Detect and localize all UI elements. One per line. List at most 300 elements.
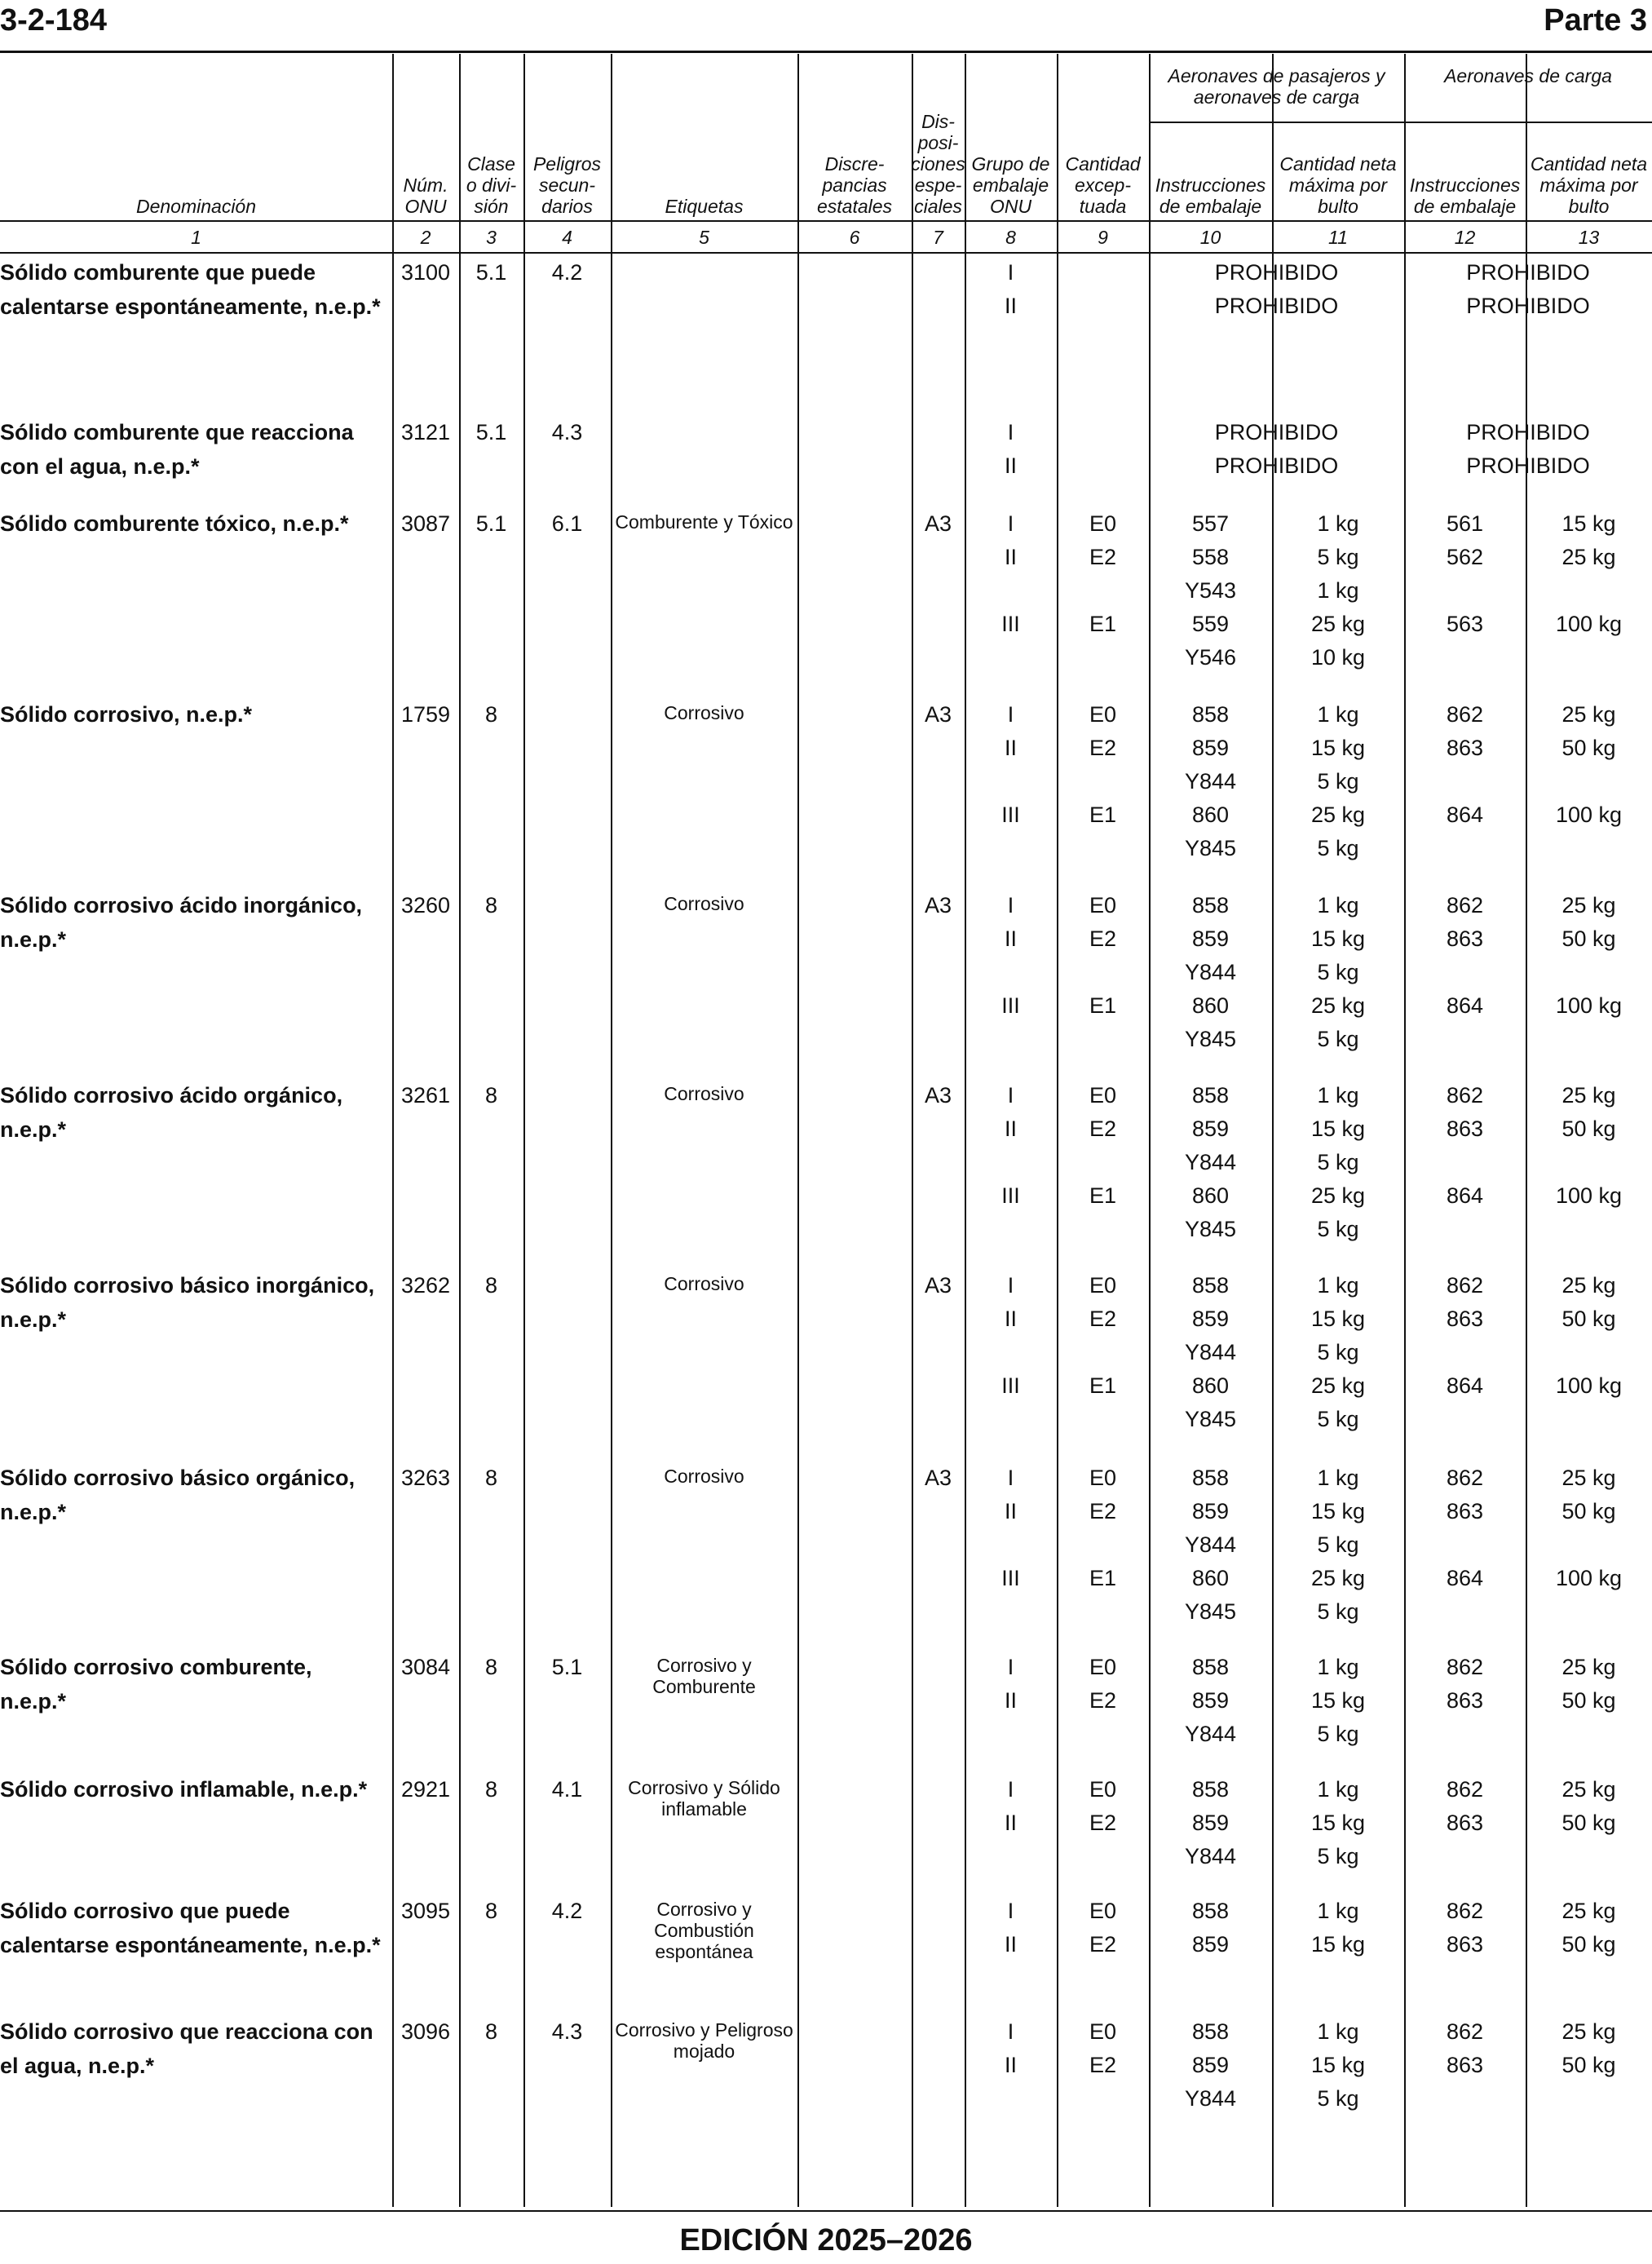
passenger-packing-instruction: 859 <box>1191 926 1230 951</box>
class-division: 8 <box>484 1655 498 1679</box>
column-divider <box>392 54 394 2207</box>
column-header-text: Discre- pancias estatales <box>816 153 893 217</box>
number-divider <box>0 252 1652 254</box>
class-division: 8 <box>484 1899 498 1923</box>
excepted-quantity: E1 <box>1089 1566 1117 1590</box>
hazard-label: Corrosivo <box>664 1273 744 1294</box>
passenger-packing-instruction: 860 <box>1191 993 1230 1018</box>
cargo-net-quantity: 15 kg <box>1561 511 1616 536</box>
page-number: 3-2-184 <box>0 3 107 38</box>
cargo-packing-instruction: 862 <box>1446 1777 1484 1802</box>
packing-group: III <box>1001 612 1020 636</box>
column-header-12 <box>1404 54 1526 217</box>
entry-name: Sólido corrosivo básico orgánico, n.e.p.* <box>0 1466 356 1524</box>
cargo-net-quantity: 25 kg <box>1561 1899 1616 1923</box>
excepted-quantity: E1 <box>1089 993 1117 1018</box>
passenger-net-quantity: 15 kg <box>1310 1117 1366 1141</box>
passenger-net-quantity: 1 kg <box>1317 1273 1359 1298</box>
passenger-packing-instruction: 858 <box>1191 2019 1230 2044</box>
passenger-packing-instruction: Y844 <box>1184 1722 1237 1746</box>
passenger-packing-instruction: Y543 <box>1184 578 1237 603</box>
passenger-net-quantity: 5 kg <box>1317 1844 1359 1868</box>
passenger-packing-instruction: 858 <box>1191 1083 1230 1108</box>
special-provision: A3 <box>924 1083 952 1108</box>
passenger-net-quantity: 1 kg <box>1317 1655 1359 1679</box>
entry-name: Sólido corrosivo que reacciona con el agua, n.e.p.* <box>0 2019 373 2078</box>
column-number-6: 6 <box>849 227 860 248</box>
cargo-net-quantity: 25 kg <box>1561 1083 1616 1108</box>
passenger-net-quantity: 15 kg <box>1310 1688 1366 1713</box>
packing-group: II <box>1004 1932 1017 1957</box>
column-number-7: 7 <box>933 227 943 248</box>
passenger-net-quantity: 1 kg <box>1317 1899 1359 1923</box>
packing-group: III <box>1001 1183 1020 1208</box>
passenger-net-quantity: 1 kg <box>1317 702 1359 727</box>
subsidiary-hazard: 6.1 <box>551 511 583 536</box>
dangerous-goods-table <box>0 54 1652 2207</box>
passenger-packing-instruction: 860 <box>1191 803 1230 827</box>
cargo-packing-instruction: 862 <box>1446 1466 1484 1490</box>
passenger-packing-instruction: 858 <box>1191 702 1230 727</box>
cargo-net-quantity: 100 kg <box>1555 993 1623 1018</box>
packing-group: I <box>1007 1273 1014 1298</box>
un-number: 3262 <box>400 1273 451 1298</box>
passenger-net-quantity: 25 kg <box>1310 993 1366 1018</box>
column-number-4: 4 <box>562 227 572 248</box>
column-header-text: Peligros secun- darios <box>532 153 602 217</box>
class-division: 5.1 <box>475 260 507 285</box>
un-number: 3260 <box>400 893 451 918</box>
cargo-net-quantity: 100 kg <box>1555 1183 1623 1208</box>
cargo-net-quantity: 50 kg <box>1561 736 1616 760</box>
hazard-label: Corrosivo <box>664 1466 744 1487</box>
top-rule <box>0 51 1652 53</box>
passenger-packing-instruction: Y845 <box>1184 836 1237 860</box>
column-header-3 <box>459 54 523 217</box>
cargo-packing-instruction: 864 <box>1446 993 1484 1018</box>
packing-group: I <box>1007 1777 1014 1802</box>
column-divider <box>797 54 799 2207</box>
column-header-text: Cantidad neta máxima por bulto <box>1279 153 1397 217</box>
column-header-text: Denominación <box>135 196 257 217</box>
cargo-net-quantity: 100 kg <box>1555 803 1623 827</box>
passenger-net-quantity: 1 kg <box>1317 2019 1359 2044</box>
cargo-packing-instruction: 864 <box>1446 1373 1484 1398</box>
cargo-prohibited: PROHIBIDO <box>1466 420 1590 444</box>
un-number: 3095 <box>400 1899 451 1923</box>
passenger-packing-instruction: Y844 <box>1184 1532 1237 1557</box>
cargo-net-quantity: 50 kg <box>1561 1117 1616 1141</box>
column-divider <box>912 54 913 2207</box>
class-division: 8 <box>484 1777 498 1802</box>
cargo-net-quantity: 100 kg <box>1555 612 1623 636</box>
passenger-net-quantity: 5 kg <box>1317 1407 1359 1431</box>
special-provision: A3 <box>924 1273 952 1298</box>
passenger-packing-instruction: 858 <box>1191 1466 1230 1490</box>
un-number: 3263 <box>400 1466 451 1490</box>
packing-group: I <box>1007 1083 1014 1108</box>
passenger-packing-instruction: 859 <box>1191 1117 1230 1141</box>
passenger-packing-instruction: 860 <box>1191 1373 1230 1398</box>
excepted-quantity: E2 <box>1089 545 1117 569</box>
column-number-11: 11 <box>1328 227 1348 248</box>
passenger-packing-instruction: Y845 <box>1184 1217 1237 1241</box>
hazard-label: Corrosivo <box>664 893 744 914</box>
passenger-packing-instruction: Y844 <box>1184 960 1237 984</box>
passenger-net-quantity: 15 kg <box>1310 2053 1366 2077</box>
column-header-text: Cantidad neta máxima por bulto <box>1530 153 1648 217</box>
passenger-packing-instruction: 858 <box>1191 893 1230 918</box>
packing-group: I <box>1007 420 1014 444</box>
passenger-net-quantity: 25 kg <box>1310 1183 1366 1208</box>
column-header-text: Instrucciones de embalaje <box>1409 175 1521 217</box>
cargo-prohibited: PROHIBIDO <box>1466 294 1590 318</box>
cargo-packing-instruction: 862 <box>1446 1083 1484 1108</box>
passenger-net-quantity: 15 kg <box>1310 926 1366 951</box>
excepted-quantity: E0 <box>1089 511 1117 536</box>
passenger-net-quantity: 5 kg <box>1317 1150 1359 1174</box>
passenger-net-quantity: 1 kg <box>1317 1083 1359 1108</box>
column-header-2 <box>392 54 459 217</box>
passenger-packing-instruction: Y845 <box>1184 1027 1237 1051</box>
cargo-packing-instruction: 863 <box>1446 926 1484 951</box>
passenger-packing-instruction: 859 <box>1191 1811 1230 1835</box>
passenger-packing-instruction: Y845 <box>1184 1599 1237 1624</box>
passenger-prohibited: PROHIBIDO <box>1214 294 1339 318</box>
excepted-quantity: E2 <box>1089 1688 1117 1713</box>
packing-group: II <box>1004 926 1017 951</box>
passenger-net-quantity: 1 kg <box>1317 578 1359 603</box>
passenger-packing-instruction: 558 <box>1191 545 1230 569</box>
passenger-net-quantity: 1 kg <box>1317 1777 1359 1802</box>
cargo-packing-instruction: 863 <box>1446 1307 1484 1331</box>
passenger-packing-instruction: 859 <box>1191 736 1230 760</box>
passenger-packing-instruction: 860 <box>1191 1183 1230 1208</box>
passenger-net-quantity: 5 kg <box>1317 1217 1359 1241</box>
passenger-packing-instruction: Y844 <box>1184 1844 1237 1868</box>
cargo-packing-instruction: 863 <box>1446 2053 1484 2077</box>
passenger-net-quantity: 15 kg <box>1310 1307 1366 1331</box>
column-number-2: 2 <box>420 227 431 248</box>
cargo-net-quantity: 100 kg <box>1555 1373 1623 1398</box>
class-division: 8 <box>484 2019 498 2044</box>
passenger-net-quantity: 1 kg <box>1317 893 1359 918</box>
subsidiary-hazard: 4.2 <box>551 260 583 285</box>
passenger-packing-instruction: 858 <box>1191 1655 1230 1679</box>
column-header-7 <box>912 54 965 217</box>
packing-group: I <box>1007 260 1014 285</box>
un-number: 3087 <box>400 511 451 536</box>
cargo-net-quantity: 50 kg <box>1561 1811 1616 1835</box>
passenger-packing-instruction: 859 <box>1191 1307 1230 1331</box>
packing-group: I <box>1007 1899 1014 1923</box>
packing-group: II <box>1004 453 1017 478</box>
passenger-prohibited: PROHIBIDO <box>1214 420 1339 444</box>
cargo-net-quantity: 25 kg <box>1561 1655 1616 1679</box>
cargo-net-quantity: 50 kg <box>1561 926 1616 951</box>
cargo-packing-instruction: 863 <box>1446 1811 1484 1835</box>
cargo-net-quantity: 25 kg <box>1561 1466 1616 1490</box>
cargo-net-quantity: 25 kg <box>1561 1273 1616 1298</box>
passenger-net-quantity: 1 kg <box>1317 1466 1359 1490</box>
hazard-label: Corrosivo <box>664 702 744 723</box>
passenger-net-quantity: 25 kg <box>1310 1566 1366 1590</box>
subsidiary-hazard: 5.1 <box>551 1655 583 1679</box>
cargo-net-quantity: 25 kg <box>1561 545 1616 569</box>
hazard-label: Corrosivo y Sólido inflamable <box>628 1777 780 1820</box>
packing-group: II <box>1004 1499 1017 1523</box>
cargo-net-quantity: 50 kg <box>1561 1307 1616 1331</box>
passenger-net-quantity: 15 kg <box>1310 1932 1366 1957</box>
passenger-net-quantity: 25 kg <box>1310 612 1366 636</box>
hazard-label: Corrosivo y Combustión espontánea <box>654 1899 754 1962</box>
cargo-packing-instruction: 862 <box>1446 1899 1484 1923</box>
excepted-quantity: E1 <box>1089 1183 1117 1208</box>
entry-name: Sólido comburente tóxico, n.e.p.* <box>0 511 349 536</box>
entry-name: Sólido comburente que puede calentarse espontáneamente, n.e.p.* <box>0 260 381 319</box>
entry-name: Sólido corrosivo comburente, n.e.p.* <box>0 1655 312 1713</box>
cargo-packing-instruction: 563 <box>1446 612 1484 636</box>
cargo-packing-instruction: 562 <box>1446 545 1484 569</box>
entry-name: Sólido corrosivo que puede calentarse espontáneamente, n.e.p.* <box>0 1899 381 1957</box>
column-header-1 <box>0 54 392 217</box>
un-number: 3096 <box>400 2019 451 2044</box>
packing-group: III <box>1001 993 1020 1018</box>
passenger-net-quantity: 5 kg <box>1317 1340 1359 1364</box>
excepted-quantity: E0 <box>1089 1655 1117 1679</box>
entry-name: Sólido comburente que reacciona con el agua, n.e.p.* <box>0 420 354 479</box>
packing-group: II <box>1004 1688 1017 1713</box>
column-header-9 <box>1057 54 1149 217</box>
cargo-packing-instruction: 864 <box>1446 1183 1484 1208</box>
column-number-10: 10 <box>1199 227 1221 248</box>
un-number: 3084 <box>400 1655 451 1679</box>
un-number: 3100 <box>400 260 451 285</box>
packing-group: I <box>1007 511 1014 536</box>
packing-group: III <box>1001 1373 1020 1398</box>
class-division: 5.1 <box>475 511 507 536</box>
packing-group: II <box>1004 1117 1017 1141</box>
excepted-quantity: E0 <box>1089 1273 1117 1298</box>
column-header-8 <box>965 54 1057 217</box>
excepted-quantity: E2 <box>1089 1932 1117 1957</box>
part-label: Parte 3 <box>1544 3 1647 38</box>
special-provision: A3 <box>924 702 952 727</box>
column-divider <box>611 54 612 2207</box>
passenger-net-quantity: 5 kg <box>1317 836 1359 860</box>
passenger-packing-instruction: Y844 <box>1184 1150 1237 1174</box>
passenger-packing-instruction: Y844 <box>1184 2086 1237 2111</box>
excepted-quantity: E2 <box>1089 1499 1117 1523</box>
column-header-text: Instrucciones de embalaje <box>1155 175 1266 217</box>
column-header-13 <box>1526 54 1652 217</box>
edition-footer: EDICIÓN 2025–2026 <box>679 2223 973 2257</box>
column-header-4 <box>523 54 611 217</box>
cargo-prohibited: PROHIBIDO <box>1466 260 1590 285</box>
passenger-packing-instruction: 859 <box>1191 1688 1230 1713</box>
passenger-net-quantity: 25 kg <box>1310 803 1366 827</box>
column-divider <box>523 54 525 2207</box>
column-header-text: Cantidad excep- tuada <box>1065 153 1141 217</box>
excepted-quantity: E1 <box>1089 612 1117 636</box>
cargo-packing-instruction: 864 <box>1446 803 1484 827</box>
passenger-net-quantity: 15 kg <box>1310 1811 1366 1835</box>
entry-name: Sólido corrosivo ácido orgánico, n.e.p.* <box>0 1083 343 1142</box>
cargo-net-quantity: 50 kg <box>1561 1499 1616 1523</box>
passenger-net-quantity: 5 kg <box>1317 1027 1359 1051</box>
subsidiary-hazard: 4.3 <box>551 420 583 444</box>
entry-name: Sólido corrosivo, n.e.p.* <box>0 702 253 727</box>
packing-group: I <box>1007 1466 1014 1490</box>
subsidiary-hazard: 4.3 <box>551 2019 583 2044</box>
special-provision: A3 <box>924 893 952 918</box>
class-division: 8 <box>484 893 498 918</box>
un-number: 2921 <box>400 1777 451 1802</box>
packing-group: II <box>1004 545 1017 569</box>
cargo-net-quantity: 50 kg <box>1561 1932 1616 1957</box>
hazard-label: Corrosivo y Peligroso mojado <box>615 2019 793 2062</box>
entry-name: Sólido corrosivo ácido inorgánico, n.e.p.* <box>0 893 363 952</box>
passenger-group-header: Aeronaves de pasajeros y aeronaves de carga <box>1168 65 1385 108</box>
header-divider <box>0 220 1652 222</box>
column-number-1: 1 <box>191 227 201 248</box>
class-division: 8 <box>484 1466 498 1490</box>
passenger-packing-instruction: 858 <box>1191 1777 1230 1802</box>
excepted-quantity: E0 <box>1089 702 1117 727</box>
subsidiary-hazard: 4.1 <box>551 1777 583 1802</box>
packing-group: III <box>1001 1566 1020 1590</box>
entry-name: Sólido corrosivo básico inorgánico, n.e.p.* <box>0 1273 375 1332</box>
packing-group: III <box>1001 803 1020 827</box>
packing-group: II <box>1004 2053 1017 2077</box>
cargo-packing-instruction: 863 <box>1446 1499 1484 1523</box>
cargo-net-quantity: 50 kg <box>1561 1688 1616 1713</box>
packing-group: I <box>1007 893 1014 918</box>
passenger-packing-instruction: 859 <box>1191 1499 1230 1523</box>
cargo-packing-instruction: 863 <box>1446 1688 1484 1713</box>
passenger-packing-instruction: 858 <box>1191 1899 1230 1923</box>
passenger-packing-instruction: Y845 <box>1184 1407 1237 1431</box>
passenger-packing-instruction: 557 <box>1191 511 1230 536</box>
cargo-packing-instruction: 862 <box>1446 893 1484 918</box>
passenger-net-quantity: 5 kg <box>1317 1532 1359 1557</box>
excepted-quantity: E2 <box>1089 926 1117 951</box>
passenger-packing-instruction: 860 <box>1191 1566 1230 1590</box>
packing-group: I <box>1007 1655 1014 1679</box>
passenger-net-quantity: 5 kg <box>1317 1722 1359 1746</box>
excepted-quantity: E2 <box>1089 1117 1117 1141</box>
cargo-packing-instruction: 561 <box>1446 511 1484 536</box>
un-number: 3121 <box>400 420 451 444</box>
column-divider <box>459 54 461 2207</box>
un-number: 1759 <box>400 702 451 727</box>
column-number-5: 5 <box>699 227 709 248</box>
hazard-label: Corrosivo y Comburente <box>652 1655 756 1697</box>
column-number-8: 8 <box>1005 227 1016 248</box>
special-provision: A3 <box>924 1466 952 1490</box>
cargo-net-quantity: 25 kg <box>1561 1777 1616 1802</box>
passenger-packing-instruction: Y546 <box>1184 645 1237 670</box>
entry-name: Sólido corrosivo inflamable, n.e.p.* <box>0 1777 368 1802</box>
passenger-packing-instruction: 559 <box>1191 612 1230 636</box>
cargo-net-quantity: 25 kg <box>1561 893 1616 918</box>
class-division: 8 <box>484 1273 498 1298</box>
passenger-prohibited: PROHIBIDO <box>1214 453 1339 478</box>
cargo-packing-instruction: 862 <box>1446 1655 1484 1679</box>
bottom-rule <box>0 2210 1652 2212</box>
passenger-packing-instruction: 859 <box>1191 1932 1230 1957</box>
excepted-quantity: E0 <box>1089 893 1117 918</box>
cargo-packing-instruction: 863 <box>1446 736 1484 760</box>
cargo-packing-instruction: 863 <box>1446 1117 1484 1141</box>
passenger-prohibited: PROHIBIDO <box>1214 260 1339 285</box>
passenger-packing-instruction: Y844 <box>1184 1340 1237 1364</box>
column-header-text: Dis- posi- ciones espe- ciales <box>911 111 965 217</box>
excepted-quantity: E1 <box>1089 1373 1117 1398</box>
excepted-quantity: E2 <box>1089 736 1117 760</box>
column-header-text: Grupo de embalaje ONU <box>971 153 1050 217</box>
excepted-quantity: E2 <box>1089 2053 1117 2077</box>
cargo-net-quantity: 100 kg <box>1555 1566 1623 1590</box>
packing-group: II <box>1004 736 1017 760</box>
excepted-quantity: E2 <box>1089 1307 1117 1331</box>
cargo-packing-instruction: 863 <box>1446 1932 1484 1957</box>
column-header-text: Clase o divi- sión <box>466 153 517 217</box>
passenger-net-quantity: 25 kg <box>1310 1373 1366 1398</box>
column-number-12: 12 <box>1454 227 1476 248</box>
column-header-text: Etiquetas <box>665 196 744 217</box>
passenger-net-quantity: 15 kg <box>1310 736 1366 760</box>
un-number: 3261 <box>400 1083 451 1108</box>
passenger-net-quantity: 5 kg <box>1317 960 1359 984</box>
cargo-prohibited: PROHIBIDO <box>1466 453 1590 478</box>
packing-group: II <box>1004 1307 1017 1331</box>
excepted-quantity: E0 <box>1089 1466 1117 1490</box>
passenger-packing-instruction: Y844 <box>1184 769 1237 794</box>
column-header-11 <box>1272 54 1404 217</box>
column-header-text: Núm. ONU <box>403 175 448 217</box>
column-number-3: 3 <box>486 227 497 248</box>
hazard-label: Comburente y Tóxico <box>615 511 793 533</box>
cargo-net-quantity: 25 kg <box>1561 2019 1616 2044</box>
class-division: 5.1 <box>475 420 507 444</box>
passenger-net-quantity: 5 kg <box>1317 545 1359 569</box>
cargo-packing-instruction: 862 <box>1446 2019 1484 2044</box>
special-provision: A3 <box>924 511 952 536</box>
cargo-net-quantity: 50 kg <box>1561 2053 1616 2077</box>
packing-group: II <box>1004 294 1017 318</box>
passenger-net-quantity: 5 kg <box>1317 769 1359 794</box>
cargo-packing-instruction: 862 <box>1446 702 1484 727</box>
excepted-quantity: E1 <box>1089 803 1117 827</box>
passenger-net-quantity: 5 kg <box>1317 2086 1359 2111</box>
hazard-label: Corrosivo <box>664 1083 744 1104</box>
passenger-net-quantity: 10 kg <box>1310 645 1366 670</box>
packing-group: II <box>1004 1811 1017 1835</box>
excepted-quantity: E0 <box>1089 1777 1117 1802</box>
passenger-net-quantity: 15 kg <box>1310 1499 1366 1523</box>
packing-group: I <box>1007 702 1014 727</box>
excepted-quantity: E0 <box>1089 1083 1117 1108</box>
subsidiary-hazard: 4.2 <box>551 1899 583 1923</box>
packing-group: I <box>1007 2019 1014 2044</box>
excepted-quantity: E0 <box>1089 1899 1117 1923</box>
column-number-13: 13 <box>1578 227 1600 248</box>
cargo-net-quantity: 25 kg <box>1561 702 1616 727</box>
class-division: 8 <box>484 702 498 727</box>
cargo-packing-instruction: 862 <box>1446 1273 1484 1298</box>
cargo-packing-instruction: 864 <box>1446 1566 1484 1590</box>
